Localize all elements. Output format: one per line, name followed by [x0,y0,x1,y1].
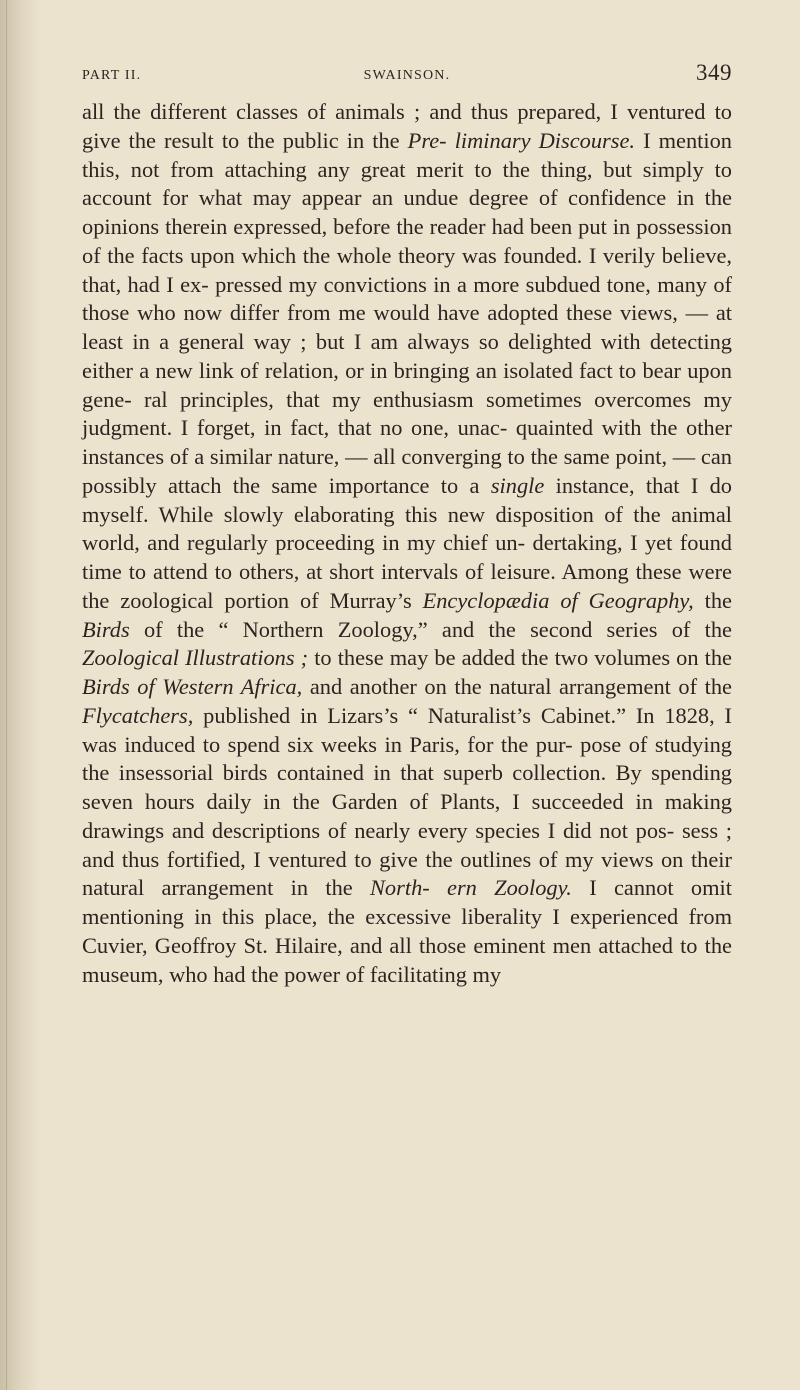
italic-emphasis-single: single [490,472,545,498]
text-run: instance, that I do myself. While slowly elaborating this new disposition of the animal world, and regularly proceeding in my chief un- dertaking, I yet found time to attend to others, at short intervals of leisure. Among these were the zoological portion of Murray’s [82,472,732,613]
italic-title-birds-western-africa: Birds of Western Africa, [82,674,303,699]
page-edge-line [6,0,7,1390]
text-run: I cannot omit mentioning in this place, the excessive liberality I experienced from Cuvier, Geoffroy St. Hilaire, and all those eminent men attached to the museum, who had the power of facilitating my [82,875,732,987]
italic-title-encyclopaedia: Encyclopædia of Geography, [422,587,694,613]
running-head [82,58,732,98]
italic-title-birds: Birds [82,616,130,642]
italic-title-flycatchers: Flycatchers, [82,702,194,728]
author-label: SWAINSON. [363,68,451,83]
italic-title-zoological-illustrations: Zoological Illustrations ; [82,645,309,671]
text-run: the [693,587,732,613]
part-label: PART II. [82,68,142,83]
text-run: of the “ Northern Zoology,” and the second series of the [129,616,732,642]
italic-title-preliminary-discourse: Pre- liminary Discourse. [407,127,636,153]
text-run: and another on the natural arrangement of the [302,674,732,699]
book-page [82,58,732,989]
italic-title-northern-zoology: North- ern Zoology. [370,875,572,901]
text-run: to these may be added the two volumes on the [308,645,732,671]
body-paragraph [82,98,732,989]
text-run: I mention this, not from attaching any great merit to the thing, but simply to account for what may appear an undue degree of confidence in the opinions therein expressed, before the reader had been put in possession of the facts upon which the whole theory was founded. I verily believe, that, had I ex- pressed my convictions in a more subdued tone, many of those who now differ from me would have adopted these views, — at least in a general way ; but I am always so delighted with detecting either a new link of relation, or in bringing an isolated fact to bear upon gene- ral principles, that my enthusiasm sometimes overcomes my judgment. I forget, in fact, that no one, unac- quainted with the other instances of a similar nature, — all converging to the same point, — can possibly attach the same importance to a [82,127,732,498]
text-run: published in Lizars’s “ Naturalist’s Cabinet.” In 1828, I was induced to spend six weeks in Paris, for the pur- pose of studying the insessorial birds contained in that superb collection. By spending seven hours daily in the Garden of Plants, I succeeded in making drawings and descriptions of nearly every species I did not pos- sess ; and thus fortified, I ventured to give the outlines of my views on their natural arrangement in the [82,702,732,901]
page-number: 349 [696,60,732,85]
text-run: all the different classes of animals ; and thus prepared, I ventured to give the result to the public in the [82,99,732,153]
